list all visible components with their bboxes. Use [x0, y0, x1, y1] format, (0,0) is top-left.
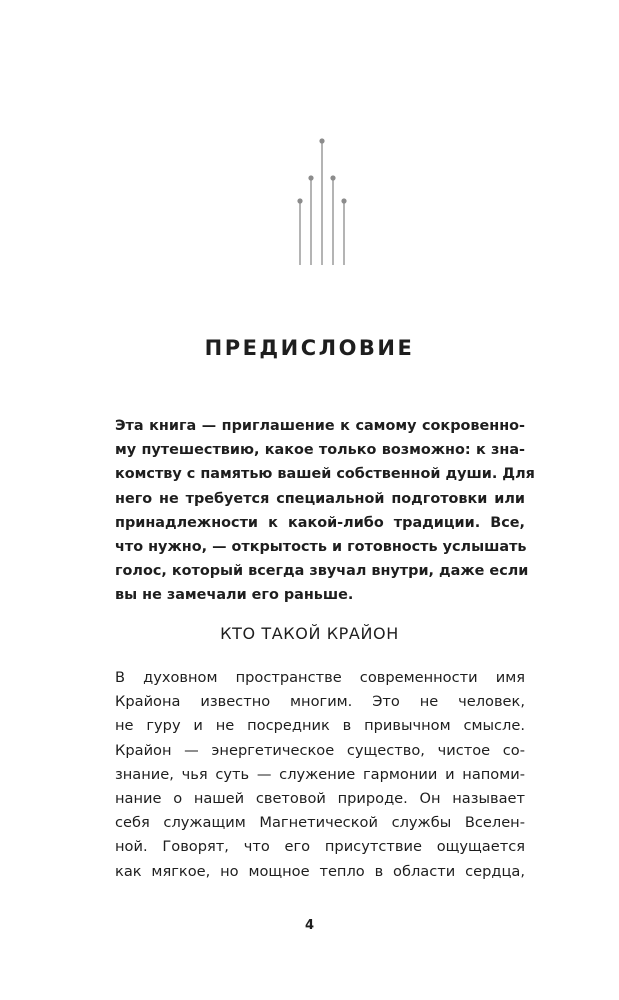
body-line: знание, чья суть — служение гармонии и напоми- — [115, 765, 525, 783]
body-line: себя служащим Магнетической службы Вселен- — [115, 814, 525, 832]
section-title: КТО ТАКОЙ КРАЙОН — [220, 624, 399, 643]
body-line: ной. Говорят, что его присутствие ощущается — [115, 838, 525, 856]
intro-line: что нужно, — открытость и готовность услышать — [115, 538, 527, 555]
body-line: нание о нашей световой природе. Он называет — [115, 789, 525, 807]
intro-line: вы не замечали его раньше. — [115, 587, 354, 604]
intro-paragraph — [115, 414, 535, 608]
body-line: не гуру и не посредник в привычном смысле. — [115, 717, 525, 735]
body-line: Крайона известно многим. Это не человек, — [115, 693, 525, 711]
intro-line: комству с памятью вашей собственной души. Для — [115, 466, 535, 483]
page-number: 4 — [304, 918, 315, 933]
intro-line: му путешествию, какое только возможно: к зна- — [115, 442, 525, 459]
body-line: как мягкое, но мощное тепло в области сердца, — [115, 862, 525, 880]
body-line: Крайон — энергетическое существо, чистое со- — [115, 741, 525, 759]
intro-line: голос, который всегда звучал внутри, даже если — [115, 563, 529, 580]
body-paragraph — [115, 666, 525, 884]
intro-line: него не требуется специальной подготовки или — [115, 490, 525, 507]
chapter-title: ПРЕДИСЛОВИЕ — [204, 336, 415, 360]
candle-lines-ornament-icon — [0, 0, 619, 300]
intro-line: Эта книга — приглашение к самому сокровенно- — [115, 418, 525, 434]
body-line: В духовном пространстве современности имя — [115, 669, 525, 686]
intro-line: принадлежности к какой-либо традиции. Все, — [115, 514, 525, 531]
